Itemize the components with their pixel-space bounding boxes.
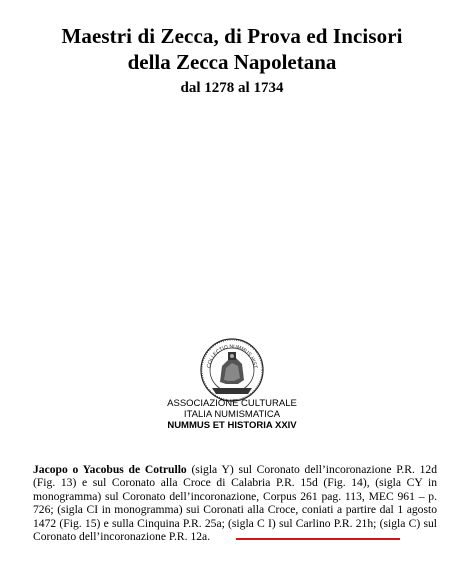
- seal-logo-icon: [198, 336, 266, 404]
- date-range: dal 1278 al 1734: [180, 80, 284, 96]
- entry-paragraph: [33, 463, 437, 543]
- association-line-2: ITALIA NUMISMATICA: [183, 409, 281, 420]
- entry-text: (sigla Y) sul Coronato dell’incoronazione P.R. 12d (Fig. 13) e sul Coronato alla Croce di Calabria P.R. 15d (Fig. 14), (sigla CY in monogramma) sul Coronato dell’incoronazione, Corpus 261 pag. 113, MEC 961 – p. 726; (sigla CI in monogramma) sui Coronati alla Croce, coniati a partire dal 1 agosto 1472 (Fig. 15) e sulla Cinquina P.R. 25a; (sigla C I) sul Carlino P.R. 21h; (sigla C) sul Coronato dell’incoronazione P.R. 12a.: [33, 463, 437, 544]
- entry-name: Jacopo o Yacobus de Cotrullo: [33, 463, 187, 476]
- seal-text: COLLECTIO NUMMUS HIST: [206, 343, 258, 369]
- document-title: Maestri di Zecca, di Prova ed Incisori: [61, 24, 403, 48]
- association-line-3: NUMMUS ET HISTORIA XXIV: [167, 420, 297, 431]
- document-subtitle: della Zecca Napoletana: [127, 50, 337, 74]
- association-line-1: ASSOCIAZIONE CULTURALE: [167, 398, 297, 409]
- red-underline: [236, 538, 400, 540]
